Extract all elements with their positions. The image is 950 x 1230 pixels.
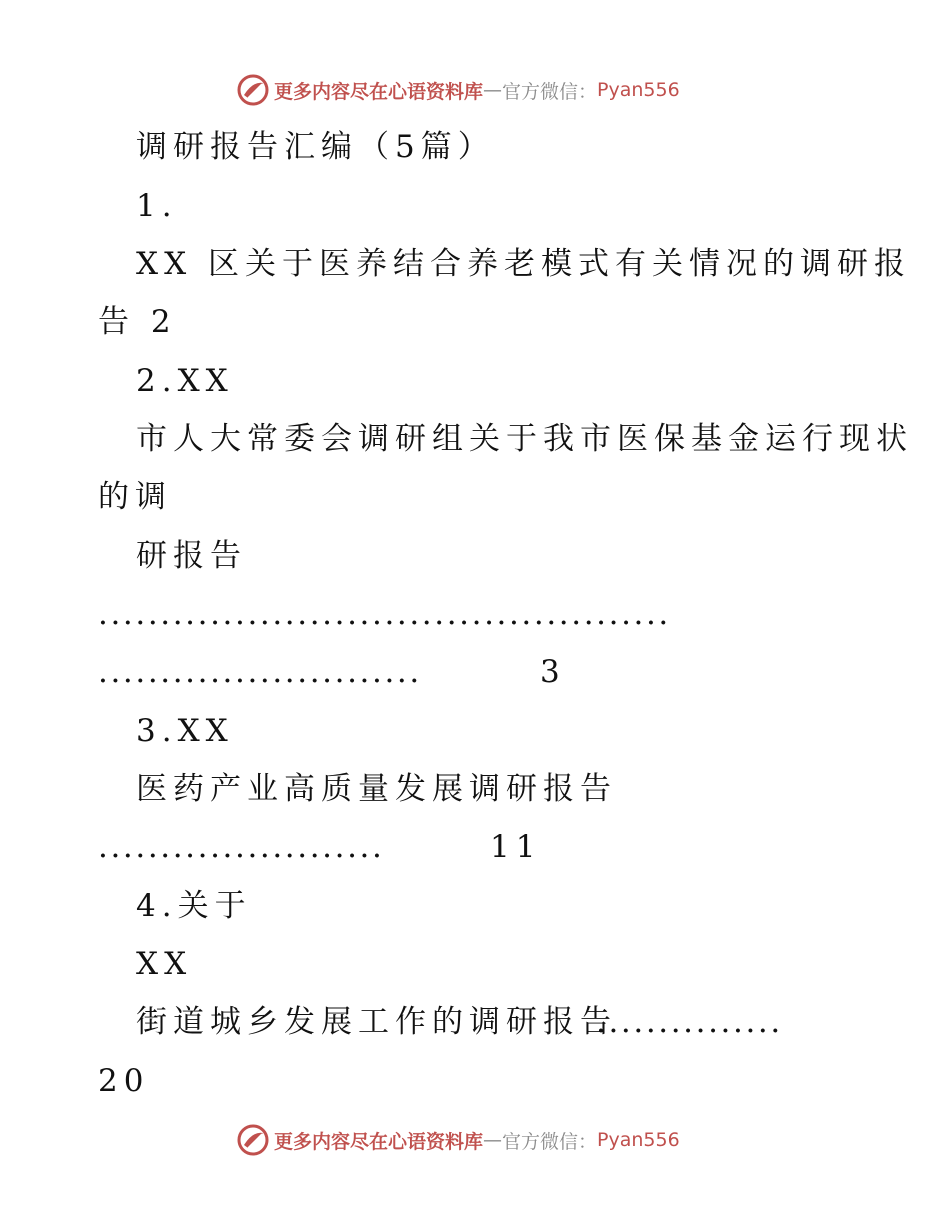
watermark-wechat-label: 官方微信： <box>502 1130 598 1153</box>
watermark-separator: — <box>483 1129 503 1151</box>
watermark-wechat-id: Pyan556 <box>597 1129 680 1151</box>
toc-item-4-xx: XX <box>136 946 193 982</box>
toc-item-3-leader-dots: ....................... <box>98 829 385 865</box>
toc-item-1-title-line2: 告 2 <box>98 304 177 340</box>
toc-item-4-page-number: 20 <box>98 1063 150 1099</box>
watermark-wechat-label: 官方微信： <box>502 80 598 103</box>
toc-item-1-title-line1: XX 区关于医养结合养老模式有关情况的调研报 <box>136 246 911 282</box>
toc-item-2-page-number: 3 <box>540 654 566 690</box>
pen-logo-icon <box>236 1123 270 1157</box>
toc-item-2-number: 2.XX <box>136 363 234 399</box>
footer-watermark <box>236 1122 680 1158</box>
watermark-main-text: 更多内容尽在心语资料库 <box>274 1130 484 1153</box>
header-watermark <box>236 72 680 108</box>
watermark-separator: — <box>483 79 503 101</box>
toc-item-1-number: 1. <box>136 188 178 224</box>
toc-item-2-title-line3: 研报告 <box>136 538 247 574</box>
toc-item-3-page-number: 11 <box>490 829 542 865</box>
toc-item-2-title-line2: 的调 <box>98 479 172 515</box>
toc-item-2-title-line1: 市人大常委会调研组关于我市医保基金运行现状 <box>136 421 913 457</box>
doc-title: 调研报告汇编（5篇） <box>136 129 495 165</box>
toc-item-2-leader-dots-2: .......................... <box>98 654 422 690</box>
toc-item-4-title: 街道城乡发展工作的调研报告 <box>136 1004 617 1040</box>
toc-item-3-title: 医药产业高质量发展调研报告 <box>136 771 617 807</box>
toc-item-4-number: 4.关于 <box>136 888 252 924</box>
toc-item-4-leader-dots: ............... <box>596 1004 783 1040</box>
watermark-wechat-id: Pyan556 <box>597 79 680 101</box>
pen-logo-icon <box>236 73 270 107</box>
toc-item-3-number: 3.XX <box>136 713 234 749</box>
watermark-main-text: 更多内容尽在心语资料库 <box>274 80 484 103</box>
toc-item-2-leader-dots-1: .............................................. <box>98 596 671 632</box>
